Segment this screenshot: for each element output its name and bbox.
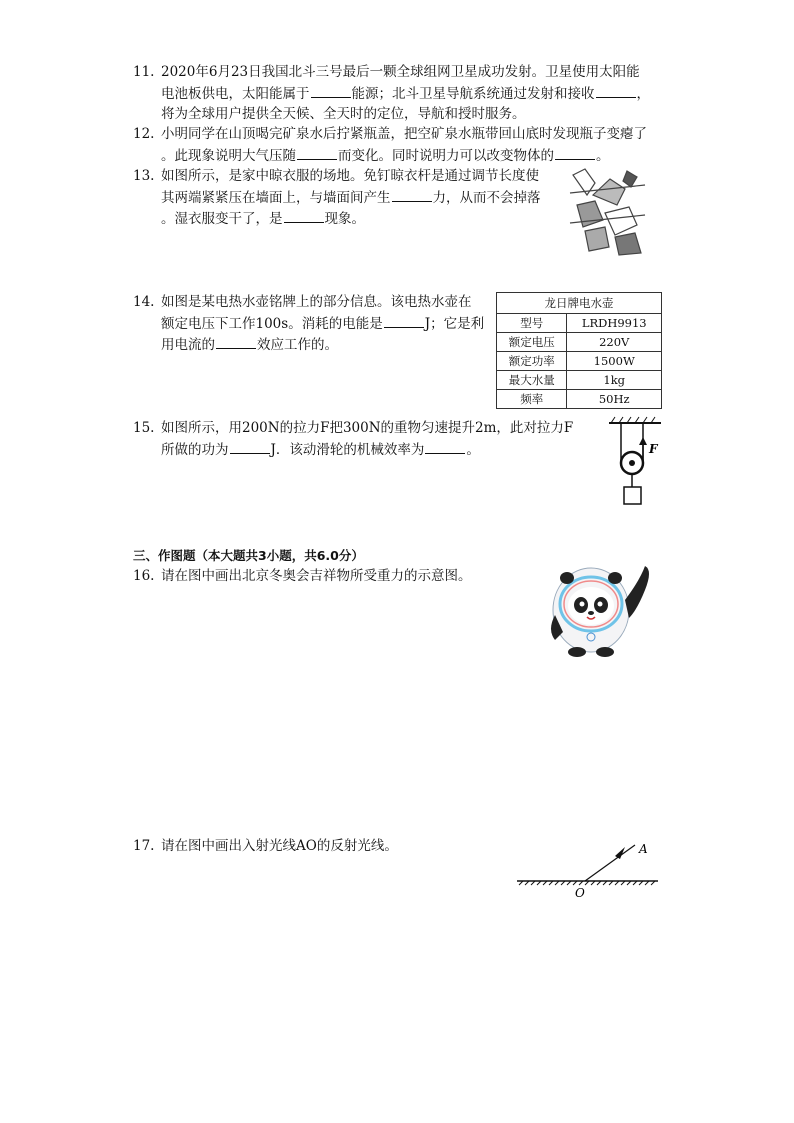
answer-blank[interactable]: [384, 313, 424, 328]
question-text: 力，从而不会掉落: [432, 189, 541, 206]
section-heading: 三、作图题（本大题共3小题，共6.0分）: [133, 548, 364, 563]
question-text: ，: [636, 85, 650, 102]
question-text: 而变化。同时说明力可以改变物体的: [338, 147, 554, 164]
pulley-diagram: [605, 415, 665, 511]
answer-blank[interactable]: [297, 145, 337, 160]
reflection-diagram: [515, 835, 660, 900]
laundry-sketch-image: [565, 165, 650, 260]
answer-blank[interactable]: [230, 439, 270, 454]
question-14: [133, 292, 484, 356]
answer-blank[interactable]: [392, 187, 432, 202]
nameplate-value: 1500W: [567, 352, 662, 371]
question-number: 11.: [133, 64, 155, 80]
question-text: 能源；北斗卫星导航系统通过发射和接收: [351, 85, 595, 102]
question-text: 现象。: [324, 211, 365, 227]
table-row: [497, 314, 662, 333]
question-15: [133, 418, 573, 460]
nameplate-key: 最大水量: [497, 371, 567, 390]
question-text: 电池板供电，太阳能属于: [161, 85, 310, 102]
question-13: [133, 166, 541, 230]
section-title: [133, 546, 364, 564]
question-text: 如图所示，用200N的拉力F把300N的重物匀速提升2m，此对拉力F: [161, 420, 574, 436]
mascot-image: [545, 560, 660, 660]
answer-blank[interactable]: [284, 208, 324, 223]
question-text: J．该动滑轮的机械效率为: [270, 441, 425, 458]
question-text: 。此现象说明大气压随: [161, 147, 296, 164]
question-text: 如图所示，是家中晾衣服的场地。免钉晾衣杆是通过调节长度使: [161, 168, 539, 184]
point-o-label: O: [575, 886, 585, 900]
question-text: 小明同学在山顶喝完矿泉水后拧紧瓶盖，把空矿泉水瓶带回山底时发现瓶子变瘪了: [161, 126, 647, 142]
question-text: 请在图中画出入射光线AO的反射光线。: [161, 838, 398, 854]
answer-blank[interactable]: [216, 334, 256, 349]
question-text: 其两端紧紧压在墙面上，与墙面间产生: [161, 189, 391, 206]
nameplate-title: 龙日牌电水壶: [497, 293, 662, 314]
answer-blank[interactable]: [555, 145, 595, 160]
question-text: 请在图中画出北京冬奥会吉祥物所受重力的示意图。: [161, 568, 472, 584]
nameplate-key: 频率: [497, 390, 567, 409]
question-number: 13.: [133, 168, 155, 184]
nameplate-key: 额定电压: [497, 333, 567, 352]
nameplate-value: 50Hz: [567, 390, 662, 409]
nameplate-key: 型号: [497, 314, 567, 333]
question-text: 效应工作的。: [257, 337, 338, 353]
question-12: [133, 124, 647, 166]
nameplate-value: 1kg: [567, 371, 662, 390]
question-text: 额定电压下工作100s。消耗的电能是: [161, 315, 383, 332]
nameplate-table-wrapper: [496, 292, 662, 409]
table-row: [497, 352, 662, 371]
table-row: [497, 390, 662, 409]
question-number: 16.: [133, 568, 155, 584]
question-text: 。: [466, 441, 480, 458]
force-label: F: [649, 442, 658, 456]
question-text: 。湿衣服变干了，是: [161, 211, 283, 227]
answer-blank[interactable]: [311, 83, 351, 98]
question-text: 将为全球用户提供全天候、全天时的定位，导航和授时服务。: [161, 106, 526, 122]
point-a-label: A: [639, 842, 648, 856]
table-row: [497, 371, 662, 390]
question-text: 如图是某电热水壶铭牌上的部分信息。该电热水壶在: [161, 294, 472, 310]
question-text: 用电流的: [161, 337, 215, 353]
question-number: 12.: [133, 126, 155, 142]
table-row: [497, 333, 662, 352]
nameplate-value: 220V: [567, 333, 662, 352]
nameplate-table: [496, 292, 662, 409]
nameplate-key: 额定功率: [497, 352, 567, 371]
question-number: 17.: [133, 838, 155, 854]
answer-blank[interactable]: [596, 83, 636, 98]
question-number: 14.: [133, 294, 155, 310]
question-text: 2020年6月23日我国北斗三号最后一颗全球组网卫星成功发射。卫星使用太阳能: [161, 64, 640, 80]
question-number: 15.: [133, 420, 155, 436]
question-text: J；它是利: [424, 315, 485, 332]
question-11: [133, 62, 650, 125]
question-17: [133, 836, 398, 857]
question-16: [133, 566, 472, 587]
question-text: 所做的功为: [161, 441, 229, 458]
answer-blank[interactable]: [425, 439, 465, 454]
nameplate-value: LRDH9913: [567, 314, 662, 333]
question-text: 。: [596, 147, 610, 164]
